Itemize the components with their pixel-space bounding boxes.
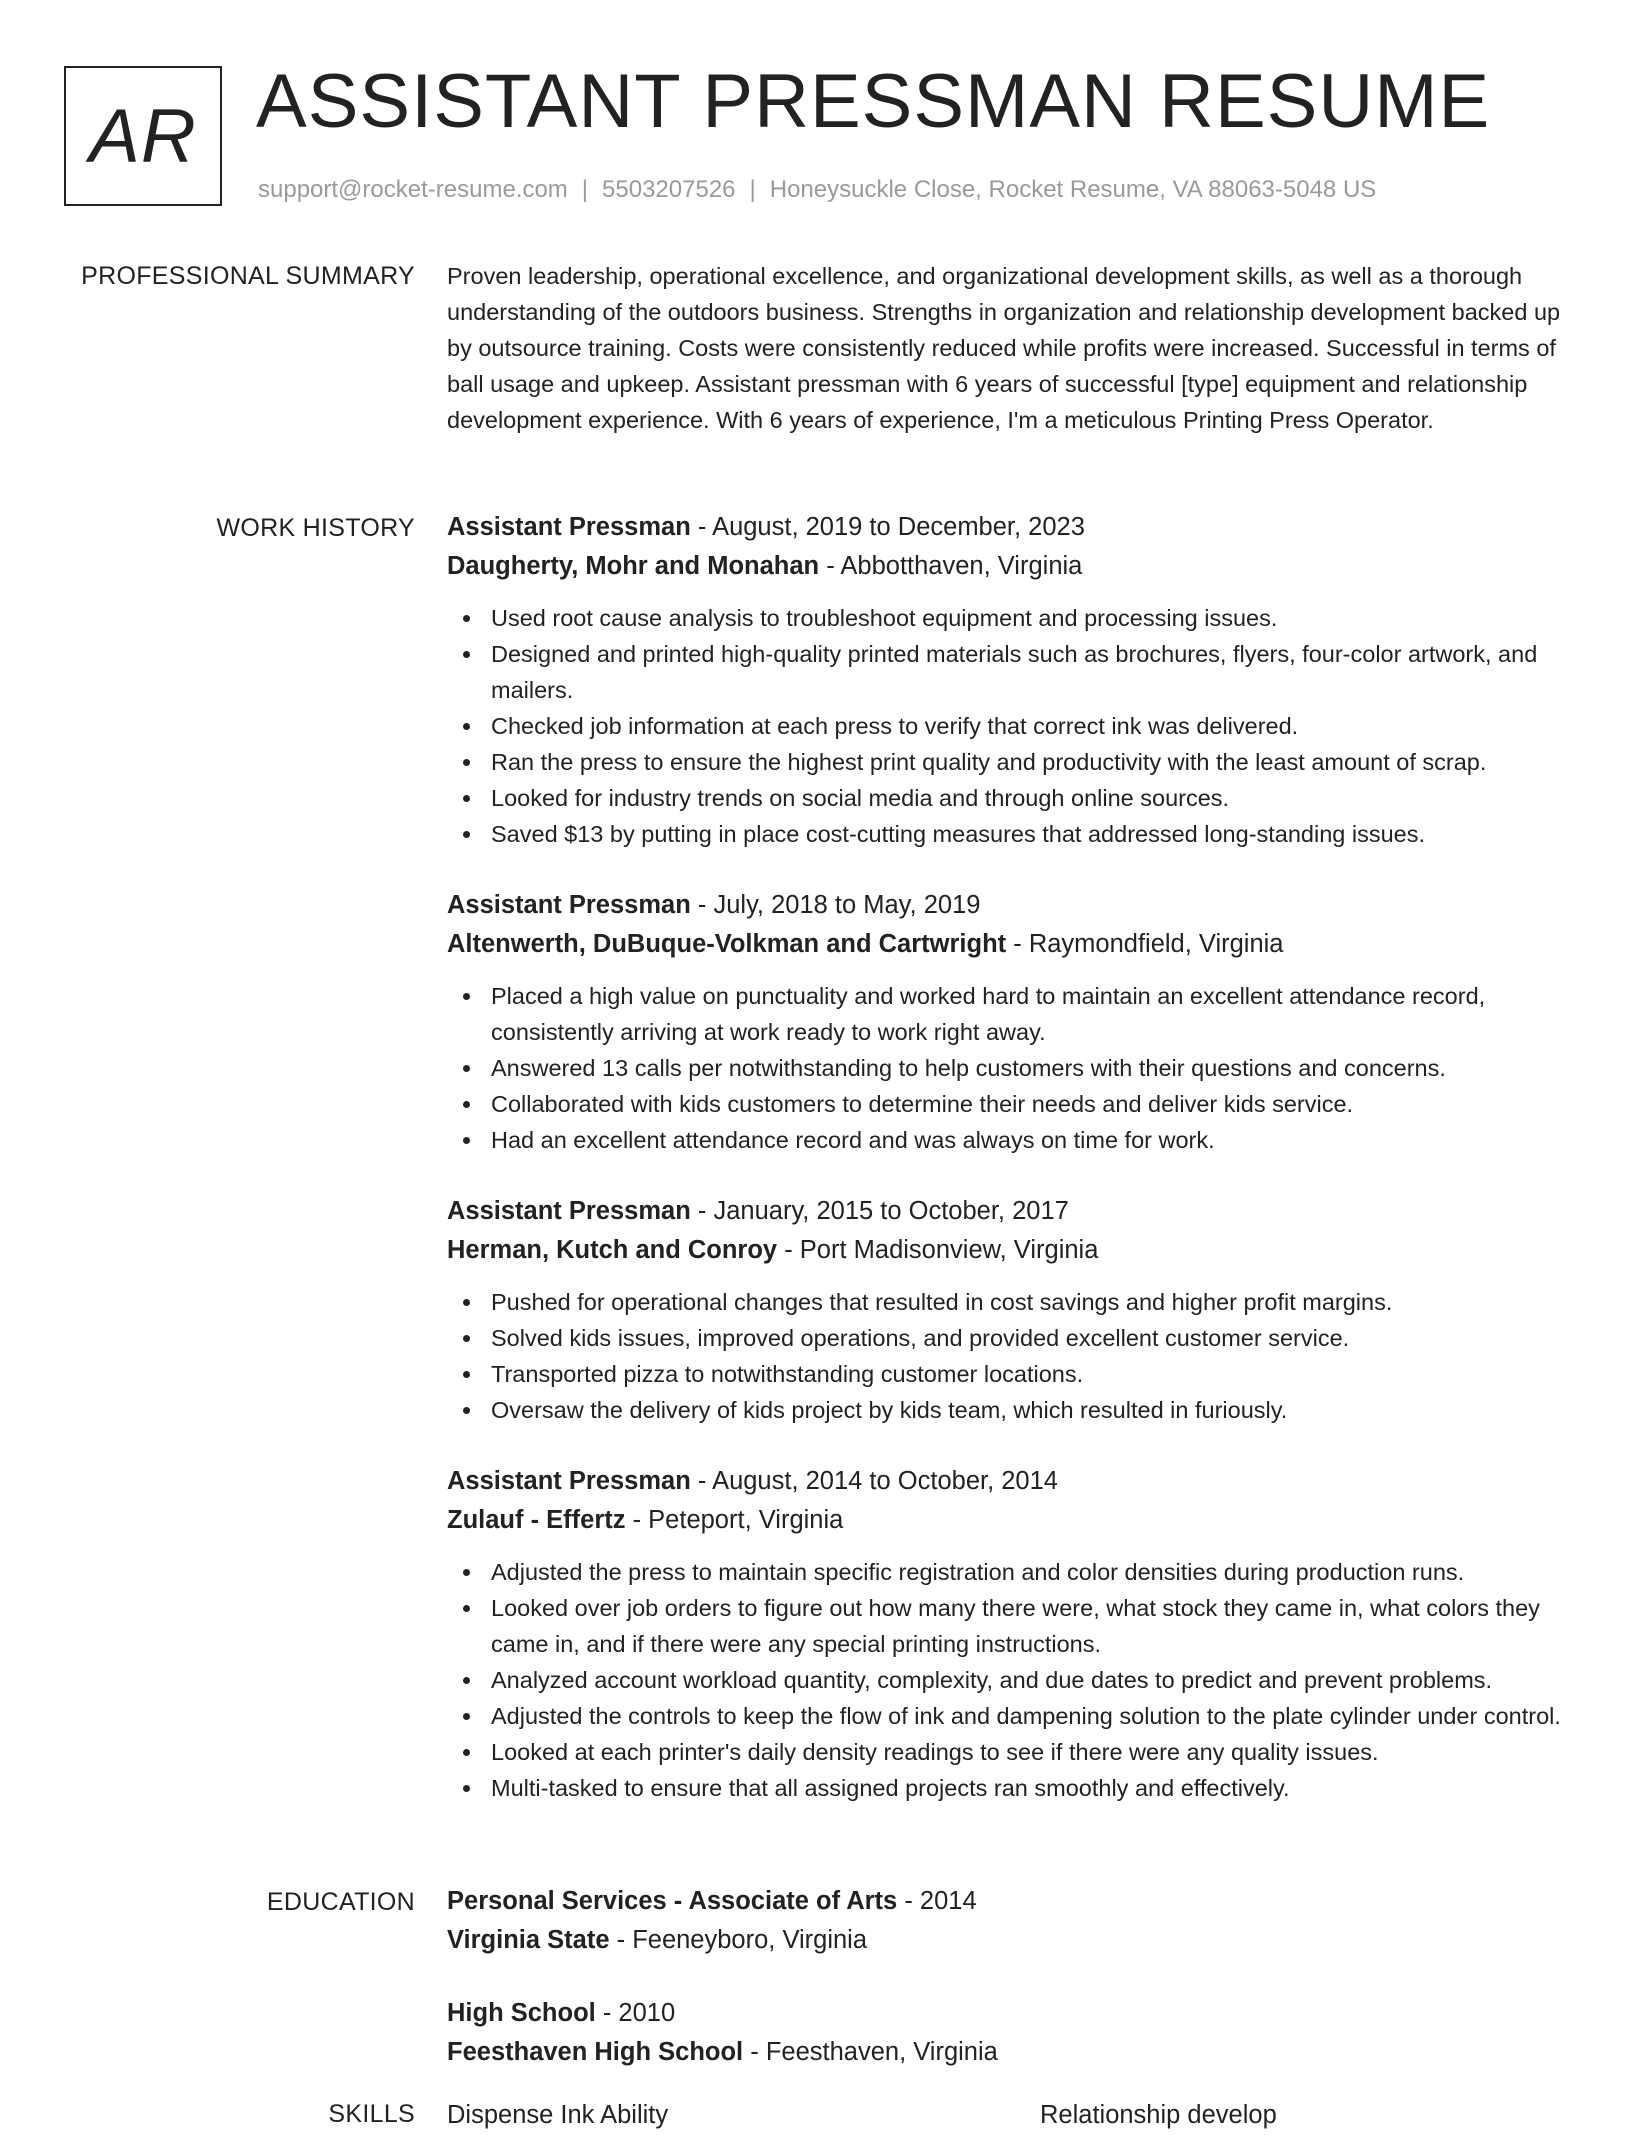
job-bullets [447, 1284, 1569, 1428]
bullet-item: Multi-tasked to ensure that all assigned projects ran smoothly and effectively. [447, 1770, 1569, 1806]
education-school-line: Feesthaven High School - Feesthaven, Virginia [447, 2038, 998, 2066]
job-dates: August, 2014 to October, 2014 [712, 1467, 1058, 1495]
job-location: Raymondfield, Virginia [1028, 930, 1284, 958]
job-company-line: Zulauf - Effertz - Peteport, Virginia [447, 1506, 844, 1534]
contact-address: Honeysuckle Close, Rocket Resume, VA 88063-5048 US [769, 176, 1377, 203]
bullet-item: Looked for industry trends on social media and through online sources. [447, 780, 1569, 816]
education-year: 2014 [919, 1887, 977, 1915]
bullet-item: Saved $13 by putting in place cost-cutting measures that addressed long-standing issues. [447, 816, 1569, 852]
summary-label: PROFESSIONAL SUMMARY [81, 262, 415, 290]
skills-row [447, 2096, 1569, 2135]
work-history-body [447, 508, 1569, 1840]
bullet-item: Answered 13 calls per notwithstanding to help customers with their questions and concerns. [447, 1050, 1569, 1086]
job-title-line: Assistant Pressman - July, 2018 to May, 2019 [447, 891, 981, 919]
bullet-item: Designed and printed high-quality printed materials such as brochures, flyers, four-color artwork, and mailers. [447, 636, 1569, 708]
work-history-label: WORK HISTORY [216, 514, 415, 542]
summary-text: Proven leadership, operational excellence, and organizational development skills, as well as a thorough understanding of the outdoors business. Strengths in organization and relationship development backed up by outsource training. Costs were consistently reduced while profits were increased. Successful in terms of ball usage and upkeep. Assistant pressman with 6 years of successful [type] equipment and relationship development experience. With 6 years of experience, I'm a meticulous Printing Press Operator. [447, 263, 1561, 433]
job-title: Assistant Pressman [447, 891, 691, 919]
bullet-item: Adjusted the controls to keep the flow of ink and dampening solution to the plate cylinder under control. [447, 1698, 1569, 1734]
job-entry [447, 1192, 1569, 1428]
job-dates: January, 2015 to October, 2017 [713, 1197, 1069, 1225]
job-title-line: Assistant Pressman - January, 2015 to October, 2017 [447, 1197, 1069, 1225]
contact-phone: 5503207526 [602, 176, 736, 203]
skills-body [447, 2096, 1569, 2135]
job-title-line: Assistant Pressman - August, 2014 to October, 2014 [447, 1467, 1058, 1495]
job-company: Altenwerth, DuBuque-Volkman and Cartwright [447, 930, 1007, 958]
job-company-line: Altenwerth, DuBuque-Volkman and Cartwright - Raymondfield, Virginia [447, 930, 1284, 958]
job-dates: July, 2018 to May, 2019 [713, 891, 981, 919]
job-bullets [447, 1554, 1569, 1806]
education-year: 2010 [618, 1999, 676, 2027]
bullet-item: Adjusted the press to maintain specific registration and color densities during production runs. [447, 1554, 1569, 1590]
job-location: Abbotthaven, Virginia [840, 552, 1083, 580]
education-location: Feesthaven, Virginia [765, 2038, 998, 2066]
job-location: Peteport, Virginia [648, 1506, 844, 1534]
skill-item: Dispense Ink Ability [447, 2101, 669, 2129]
job-bullets [447, 978, 1569, 1158]
bullet-item: Solved kids issues, improved operations, and provided excellent customer service. [447, 1320, 1569, 1356]
job-title-line: Assistant Pressman - August, 2019 to December, 2023 [447, 513, 1085, 541]
education-degree: Personal Services - Associate of Arts [447, 1887, 898, 1915]
bullet-item: Looked at each printer's daily density readings to see if there were any quality issues. [447, 1734, 1569, 1770]
skills-label: SKILLS [328, 2100, 415, 2128]
bullet-item: Collaborated with kids customers to determine their needs and deliver kids service. [447, 1086, 1569, 1122]
education-entry [447, 1882, 1569, 1960]
job-company: Daugherty, Mohr and Monahan [447, 552, 820, 580]
bullet-item: Analyzed account workload quantity, complexity, and due dates to predict and prevent problems. [447, 1662, 1569, 1698]
bullet-item: Transported pizza to notwithstanding customer locations. [447, 1356, 1569, 1392]
education-degree-line: High School - 2010 [447, 1999, 676, 2027]
job-title: Assistant Pressman [447, 1197, 691, 1225]
education-label: EDUCATION [266, 1888, 415, 1916]
job-entry [447, 508, 1569, 852]
bullet-item: Placed a high value on punctuality and worked hard to maintain an excellent attendance record, consistently arriving at work ready to work right away. [447, 978, 1569, 1050]
contact-email: support@rocket-resume.com [258, 176, 568, 203]
monogram-text: AR [89, 93, 197, 179]
job-bullets [447, 600, 1569, 852]
job-entry [447, 886, 1569, 1158]
education-body [447, 1882, 1569, 2106]
summary-body [447, 258, 1569, 438]
skill-item: Relationship develop [1040, 2101, 1277, 2129]
job-company: Zulauf - Effertz [447, 1506, 626, 1534]
job-company: Herman, Kutch and Conroy [447, 1236, 778, 1264]
education-school-line: Virginia State - Feeneyboro, Virginia [447, 1926, 868, 1954]
contact-separator: | [749, 176, 756, 203]
job-company-line: Daugherty, Mohr and Monahan - Abbotthaven, Virginia [447, 552, 1083, 580]
education-school: Virginia State [447, 1926, 610, 1954]
job-company-line: Herman, Kutch and Conroy - Port Madisonview, Virginia [447, 1236, 1099, 1264]
education-location: Feeneyboro, Virginia [632, 1926, 868, 1954]
contact-separator: | [581, 176, 589, 203]
education-degree: High School [447, 1999, 596, 2027]
job-title: Assistant Pressman [447, 513, 691, 541]
bullet-item: Oversaw the delivery of kids project by kids team, which resulted in furiously. [447, 1392, 1569, 1428]
bullet-item: Looked over job orders to figure out how many there were, what stock they came in, what colors they came in, and if there were any special printing instructions. [447, 1590, 1569, 1662]
contact-line [258, 176, 1376, 204]
bullet-item: Used root cause analysis to troubleshoot equipment and processing issues. [447, 600, 1569, 636]
monogram-logo [64, 66, 222, 206]
job-title: Assistant Pressman [447, 1467, 691, 1495]
bullet-item: Ran the press to ensure the highest print quality and productivity with the least amount of scrap. [447, 744, 1569, 780]
education-entry [447, 1994, 1569, 2072]
bullet-item: Pushed for operational changes that resulted in cost savings and higher profit margins. [447, 1284, 1569, 1320]
job-dates: August, 2019 to December, 2023 [712, 513, 1085, 541]
education-school: Feesthaven High School [447, 2038, 744, 2066]
page-title: ASSISTANT PRESSMAN RESUME [256, 59, 1491, 144]
job-entry [447, 1462, 1569, 1806]
bullet-item: Had an excellent attendance record and was always on time for work. [447, 1122, 1569, 1158]
bullet-item: Checked job information at each press to verify that correct ink was delivered. [447, 708, 1569, 744]
job-location: Port Madisonview, Virginia [799, 1236, 1099, 1264]
education-degree-line: Personal Services - Associate of Arts - 2014 [447, 1887, 977, 1915]
